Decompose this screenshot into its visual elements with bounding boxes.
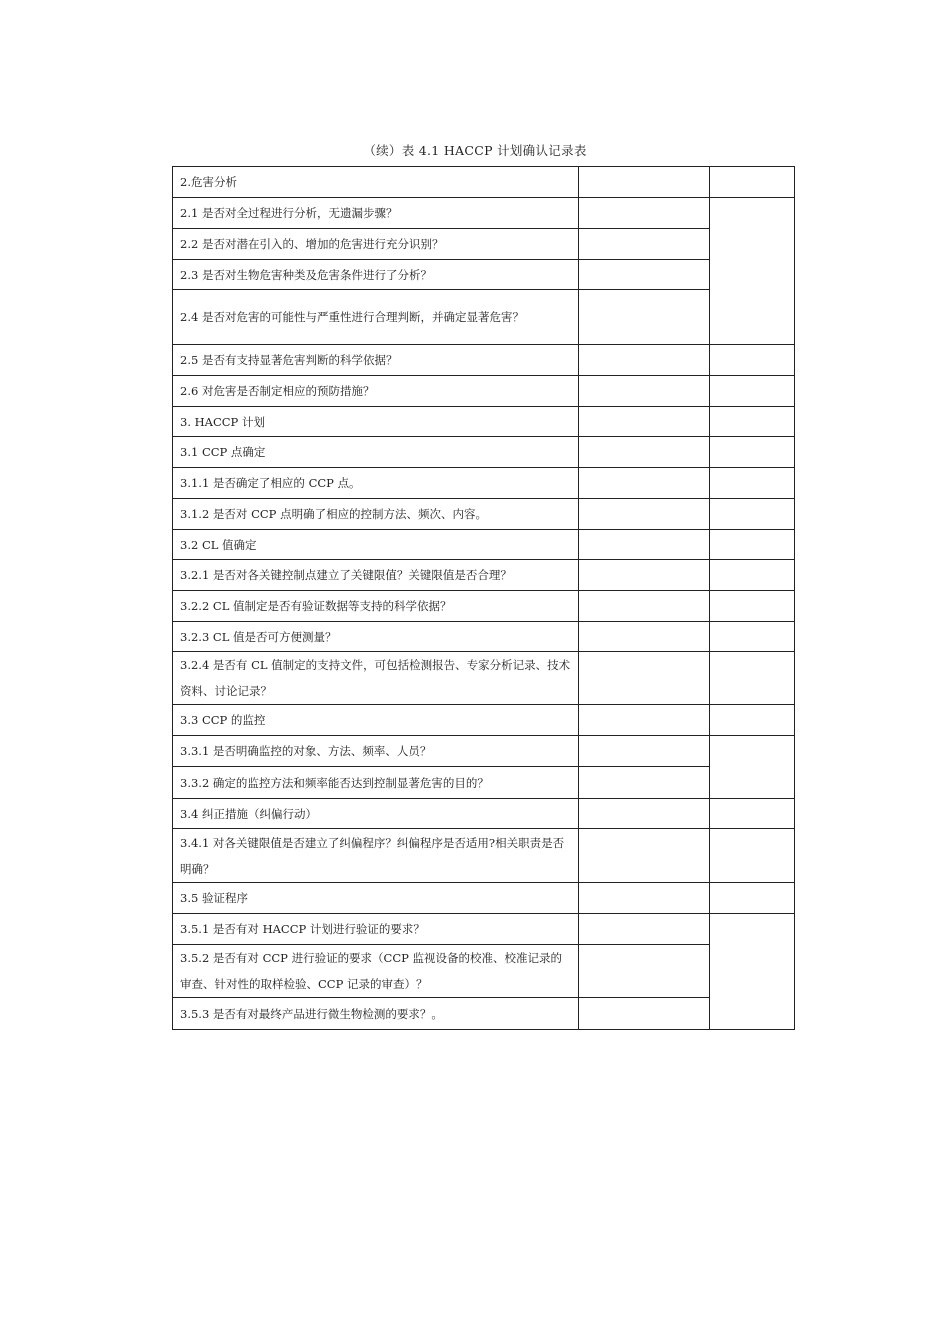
result-cell: [579, 591, 710, 622]
table-row-2-4: 2.4 是否对危害的可能性与严重性进行合理判断，并确定显著危害？: [173, 290, 579, 345]
result-cell: [579, 705, 710, 736]
table-row-3-1-2: 3.1.2 是否对 CCP 点明确了相应的控制方法、频次、内容。: [173, 499, 579, 530]
table-title: （续）表 4.1 HACCP 计划确认记录表: [363, 143, 587, 158]
result-cell: [579, 799, 710, 829]
table-row-3-5-2: 3.5.2 是否有对 CCP 进行验证的要求（CCP 监视设备的校准、校准记录的审查、针对性的取样检验、CCP 记录的审查）？: [173, 945, 579, 998]
result-cell: [579, 260, 710, 290]
table-row-3-3-1: 3.3.1 是否明确监控的对象、方法、频率、人员？: [173, 736, 579, 767]
result-cell: [579, 530, 710, 560]
table-row-3-2: 3.2 CL 值确定: [173, 530, 579, 560]
table-row-3-5-1: 3.5.1 是否有对 HACCP 计划进行验证的要求？: [173, 914, 579, 945]
remark-cell-merged: [710, 198, 795, 345]
table-row-2: 2.危害分析: [173, 167, 579, 198]
table-row-3: 3. HACCP 计划: [173, 407, 579, 437]
table-row-3-1: 3.1 CCP 点确定: [173, 437, 579, 468]
remark-cell-merged: [710, 914, 795, 1030]
table-row-2-3: 2.3 是否对生物危害种类及危害条件进行了分析？: [173, 260, 579, 290]
result-cell: [579, 437, 710, 468]
haccp-confirmation-table: [172, 166, 795, 1030]
table-row-2-5: 2.5 是否有支持显著危害判断的科学依据？: [173, 345, 579, 376]
remark-cell: [710, 468, 795, 499]
result-cell: [579, 945, 710, 998]
result-cell: [579, 499, 710, 530]
result-cell: [579, 652, 710, 705]
table-row-3-5: 3.5 验证程序: [173, 883, 579, 914]
table-row-3-2-2: 3.2.2 CL 值制定是否有验证数据等支持的科学依据？: [173, 591, 579, 622]
remark-cell: [710, 652, 795, 705]
result-cell: [579, 407, 710, 437]
result-cell: [579, 468, 710, 499]
table-row-3-4-1: 3.4.1 对各关键限值是否建立了纠偏程序？纠偏程序是否适用?相关职责是否明确？: [173, 829, 579, 883]
result-cell: [579, 198, 710, 229]
table-row-3-2-4: 3.2.4 是否有 CL 值制定的支持文件，可包括检测报告、专家分析记录、技术资料、讨论记录？: [173, 652, 579, 705]
remark-cell: [710, 622, 795, 652]
remark-cell: [710, 560, 795, 591]
table-row-3-2-1: 3.2.1 是否对各关键控制点建立了关键限值？关键限值是否合理？: [173, 560, 579, 591]
result-cell: [579, 829, 710, 883]
table-row-3-5-3: 3.5.3 是否有对最终产品进行微生物检测的要求？。: [173, 998, 579, 1030]
table-row-3-3-2: 3.3.2 确定的监控方法和频率能否达到控制显著危害的目的？: [173, 767, 579, 799]
result-cell: [579, 998, 710, 1030]
result-cell: [579, 914, 710, 945]
table-row-3-2-3: 3.2.3 CL 值是否可方便测量？: [173, 622, 579, 652]
result-cell: [579, 736, 710, 767]
remark-cell: [710, 883, 795, 914]
result-cell: [579, 767, 710, 799]
result-cell: [579, 229, 710, 260]
table-row-3-3: 3.3 CCP 的监控: [173, 705, 579, 736]
remark-cell: [710, 345, 795, 376]
result-cell: [579, 560, 710, 591]
remark-cell: [710, 530, 795, 560]
remark-cell: [710, 376, 795, 407]
remark-cell: [710, 591, 795, 622]
result-cell: [579, 622, 710, 652]
remark-cell: [710, 499, 795, 530]
remark-cell: [710, 167, 795, 198]
table-row-2-6: 2.6 对危害是否制定相应的预防措施？: [173, 376, 579, 407]
result-cell: [579, 290, 710, 345]
remark-cell-merged: [710, 736, 795, 799]
table-row-2-2: 2.2 是否对潜在引入的、增加的危害进行充分识别？: [173, 229, 579, 260]
result-cell: [579, 167, 710, 198]
remark-cell: [710, 437, 795, 468]
table-row-3-1-1: 3.1.1 是否确定了相应的 CCP 点。: [173, 468, 579, 499]
table-row-2-1: 2.1 是否对全过程进行分析，无遗漏步骤？: [173, 198, 579, 229]
remark-cell: [710, 799, 795, 829]
remark-cell: [710, 705, 795, 736]
result-cell: [579, 883, 710, 914]
remark-cell: [710, 407, 795, 437]
result-cell: [579, 345, 710, 376]
remark-cell: [710, 829, 795, 883]
result-cell: [579, 376, 710, 407]
table-row-3-4: 3.4 纠正措施（纠偏行动）: [173, 799, 579, 829]
